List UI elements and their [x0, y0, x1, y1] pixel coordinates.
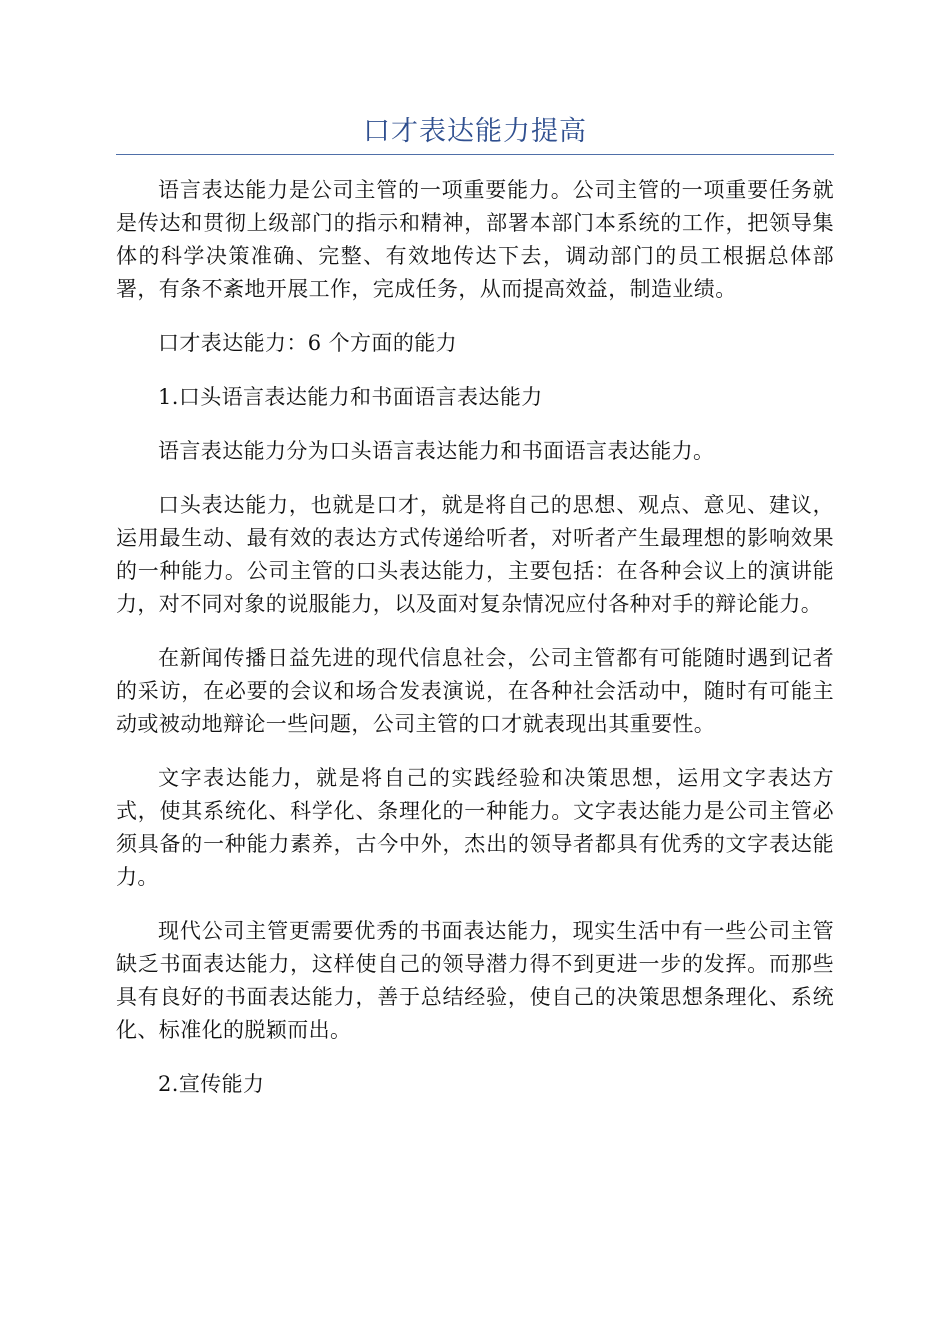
- section-heading-2: 2.宣传能力: [158, 1072, 265, 1096]
- title-underline: [116, 154, 834, 155]
- paragraph-intro: 语言表达能力是公司主管的一项重要能力。公司主管的一项重要任务就是传达和贯彻上级部门的指示和精神，部署本部门本系统的工作，把领导集体的科学决策准确、完整、有效地传达下去，调动部门的员工根据总体部署，有条不紊地开展工作，完成任务，从而提高效益，制造业绩。: [116, 178, 834, 301]
- paragraph-six-abilities: 口才表达能力：6 个方面的能力: [158, 331, 458, 355]
- paragraph-written-expression: 文字表达能力，就是将自己的实践经验和决策思想，运用文字表达方式，使其系统化、科学化、条理化的一种能力。文字表达能力是公司主管必须具备的一种能力素养，古今中外，杰出的领导者都具有优秀的文字表达能力。: [116, 766, 834, 889]
- document-title: 口才表达能力提高: [363, 116, 587, 147]
- document-body: [116, 174, 834, 1122]
- section-heading-1: 1.口头语言表达能力和书面语言表达能力: [158, 385, 543, 409]
- paragraph-language-types: 语言表达能力分为口头语言表达能力和书面语言表达能力。: [158, 439, 715, 463]
- paragraph-modern-managers: 现代公司主管更需要优秀的书面表达能力，现实生活中有一些公司主管缺乏书面表达能力，这样使自己的领导潜力得不到更进一步的发挥。而那些具有良好的书面表达能力，善于总结经验，使自己的决策思想条理化、系统化、标准化的脱颖而出。: [116, 919, 834, 1042]
- paragraph-information-society: 在新闻传播日益先进的现代信息社会，公司主管都有可能随时遇到记者的采访，在必要的会议和场合发表演说，在各种社会活动中，随时有可能主动或被动地辩论一些问题，公司主管的口才就表现出其重要性。: [116, 646, 834, 736]
- paragraph-oral-expression: 口头表达能力，也就是口才，就是将自己的思想、观点、意见、建议，运用最生动、最有效的表达方式传递给听者，对听者产生最理想的影响效果的一种能力。公司主管的口头表达能力，主要包括：在各种会议上的演讲能力，对不同对象的说服能力，以及面对复杂情况应付各种对手的辩论能力。: [116, 493, 834, 616]
